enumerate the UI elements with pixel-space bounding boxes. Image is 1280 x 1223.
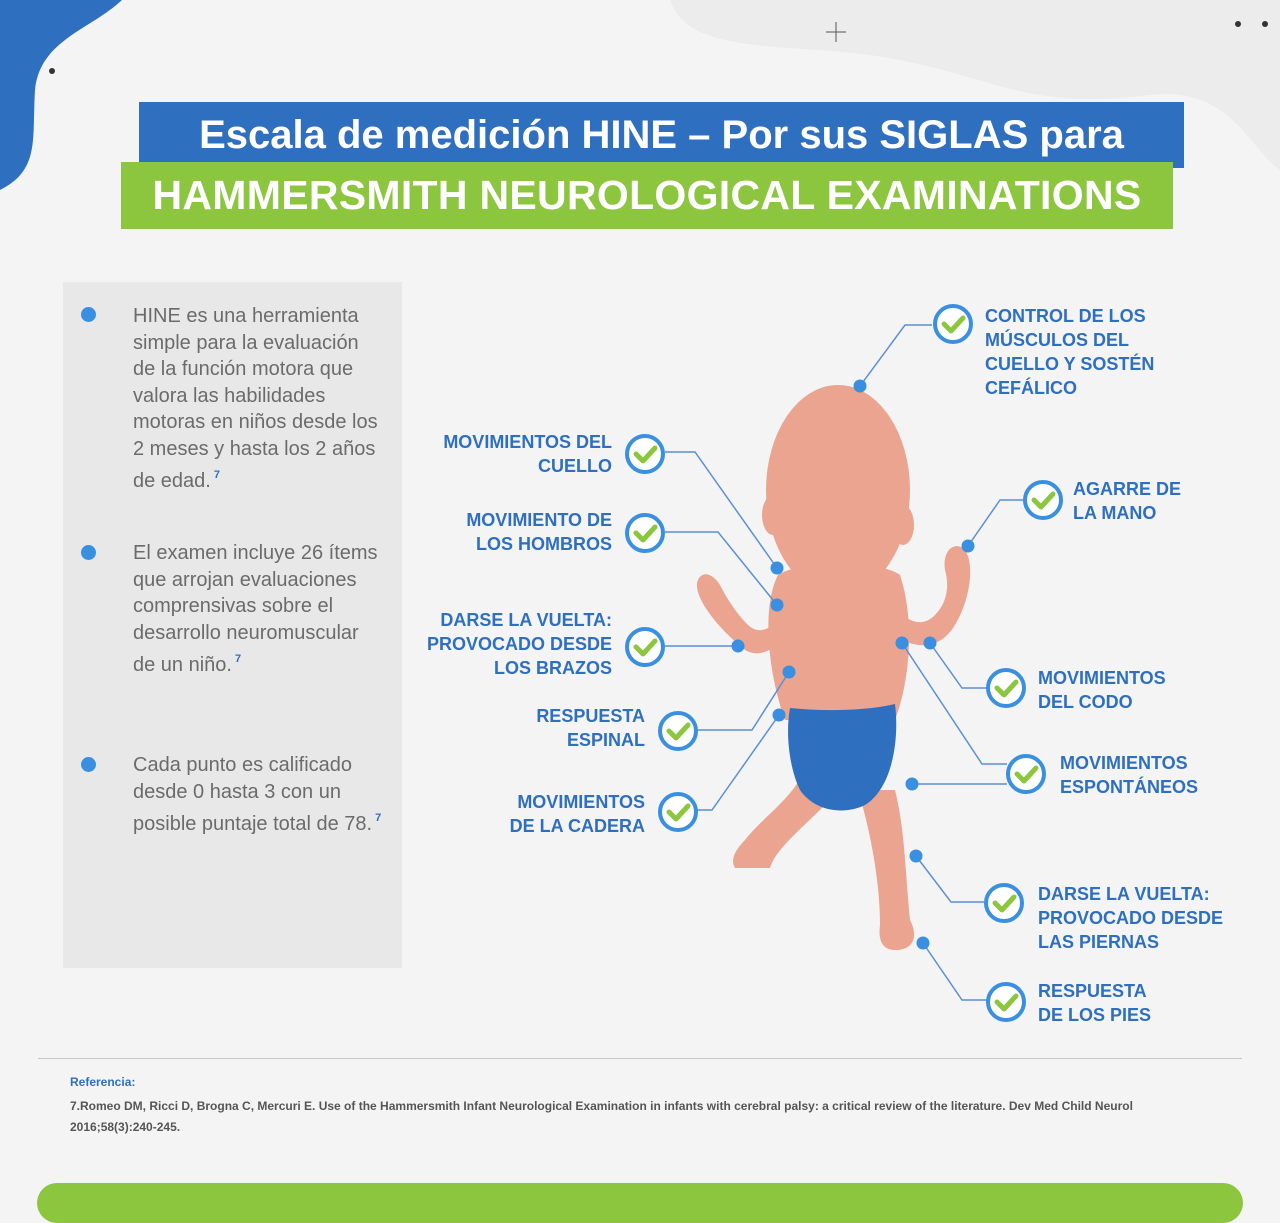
baby-right-leg xyxy=(858,790,914,950)
bullet-text: HINE es una herramienta simple para la evaluación de la función motora que valora las habilidades motoras en niños desde los 2 meses y hasta los 2 años de edad. xyxy=(133,305,378,492)
reference-text: 7.Romeo DM, Ricci D, Brogna C, Mercuri E. Use of the Hammersmith Infant Neurological Examination in infants with cerebral palsy: a critical review of the literature. Dev Med Child Neurol 2016;58(3):240-245. xyxy=(70,1099,1133,1134)
check-icon xyxy=(1008,756,1044,792)
reference-heading: Referencia: xyxy=(70,1075,136,1089)
label-control-cuello: CONTROL DE LOS MÚSCULOS DEL CUELLO Y SOSTÉN CEFÁLICO xyxy=(985,306,1155,398)
label-respuesta-espinal: RESPUESTA ESPINAL xyxy=(536,706,645,750)
check-icon xyxy=(660,794,696,830)
footer-bar xyxy=(37,1183,1243,1223)
label-movimientos-cadera: MOVIMIENTOS DE LA CADERA xyxy=(509,792,645,836)
label-movimiento-hombros: MOVIMIENTO DE LOS HOMBROS xyxy=(466,510,612,554)
connector-pies xyxy=(923,943,987,1000)
check-icon xyxy=(986,885,1022,921)
ref-marker: 7 xyxy=(234,653,242,665)
label-movimientos-codo: MOVIMIENTOS DEL CODO xyxy=(1038,668,1166,712)
connector-control-cuello xyxy=(860,325,932,386)
check-icon xyxy=(627,436,663,472)
check-icon xyxy=(627,629,663,665)
connector-codo xyxy=(930,643,987,688)
check-icon xyxy=(660,713,696,749)
check-icon xyxy=(988,984,1024,1020)
bullet-text: El examen incluye 26 ítems que arrojan evaluaciones comprensivas sobre el desarrollo neuromuscular de un niño. xyxy=(133,542,378,676)
title-line-1: Escala de medición HINE – Por sus SIGLAS para xyxy=(139,102,1184,168)
connector-vuelta-piernas xyxy=(916,856,984,902)
baby-head xyxy=(766,385,910,595)
bullet-text: Cada punto es calificado desde 0 hasta 3 con un posible puntaje total de 78. xyxy=(133,754,373,835)
check-icon xyxy=(627,515,663,551)
connector-espontaneos xyxy=(902,643,1007,764)
baby-ear-left xyxy=(762,495,784,535)
divider xyxy=(38,1058,1242,1059)
label-movimientos-espontaneos: MOVIMIENTOS ESPONTÁNEOS xyxy=(1060,753,1199,797)
label-respuesta-pies: RESPUESTA DE LOS PIES xyxy=(1038,981,1152,1025)
check-icon xyxy=(988,670,1024,706)
title-line-2: HAMMERSMITH NEUROLOGICAL EXAMINATIONS xyxy=(121,162,1173,229)
label-vuelta-piernas: DARSE LA VUELTA: PROVOCADO DESDE LAS PIERNAS xyxy=(1038,884,1224,952)
connector-movimientos-cuello xyxy=(665,452,777,568)
ref-marker: 7 xyxy=(375,812,382,824)
check-icon xyxy=(935,306,971,342)
baby-ear-right xyxy=(892,505,914,545)
baby-figure xyxy=(697,385,970,950)
label-agarre-mano: AGARRE DE LA MANO xyxy=(1073,479,1182,523)
label-vuelta-brazos: DARSE LA VUELTA: PROVOCADO DESDE LOS BRAZOS xyxy=(426,610,612,678)
check-icon xyxy=(1025,482,1061,518)
connector-agarre xyxy=(968,500,1023,546)
label-movimientos-cuello: MOVIMIENTOS DEL CUELLO xyxy=(443,432,612,476)
ref-marker: 7 xyxy=(213,469,220,481)
